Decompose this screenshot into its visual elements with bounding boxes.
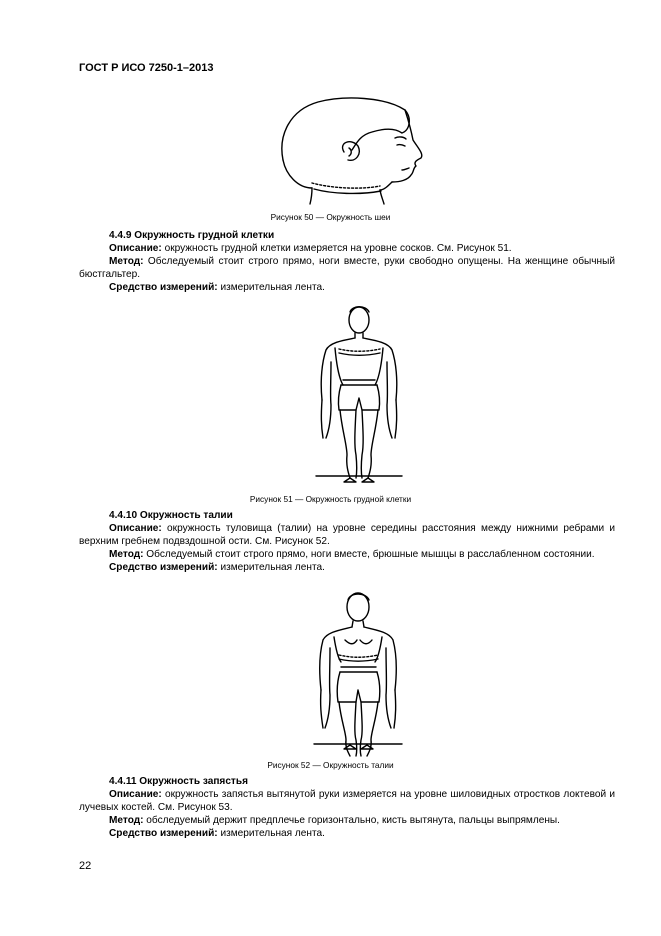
tool-text: измерительная лента. bbox=[217, 281, 325, 293]
method-label: Метод: bbox=[109, 255, 144, 267]
section-title: 4.4.11 Окружность запястья bbox=[109, 776, 248, 787]
method-text: обследуемый держит предплечье горизонтально, кисть вытянута, пальцы выпрямлены. bbox=[143, 814, 560, 826]
description-label: Описание: bbox=[109, 522, 162, 534]
figure-52-caption: Рисунок 52 — Окружность талии bbox=[267, 760, 394, 770]
tool-label: Средство измерений: bbox=[109, 561, 218, 573]
description-label: Описание: bbox=[109, 242, 162, 254]
section-title: 4.4.9 Окружность грудной клетки bbox=[109, 230, 275, 241]
figure-50-caption: Рисунок 50 — Окружность шеи bbox=[270, 212, 391, 222]
method-text: Обследуемый стоит строго прямо, ноги вместе, руки свободно опущены. На женщине обычный бюстгальтер. bbox=[79, 255, 615, 280]
description-text: окружность запястья вытянутой руки измеряется на уровне шиловидных отростков локтевой и лучевых костей. См. Рисунок 53. bbox=[79, 788, 615, 813]
figure-51-caption: Рисунок 51 — Окружность грудной клетки bbox=[249, 494, 412, 504]
tool-text: измерительная лента. bbox=[217, 827, 325, 839]
method-label: Метод: bbox=[109, 814, 144, 826]
section-title: 4.4.10 Окружность талии bbox=[109, 510, 233, 521]
tool-label: Средство измерений: bbox=[109, 281, 218, 293]
page-number: 22 bbox=[79, 860, 92, 872]
method-label: Метод: bbox=[109, 548, 144, 560]
document-header: ГОСТ Р ИСО 7250-1–2013 bbox=[79, 62, 214, 74]
description-text: окружность грудной клетки измеряется на уровне сосков. См. Рисунок 51. bbox=[161, 242, 512, 254]
section-4-4-11 bbox=[79, 776, 615, 841]
method-text: Обследуемый стоит строго прямо, ноги вместе, брюшные мышцы в расслабленном состоянии. bbox=[143, 548, 595, 560]
description-text: окружность туловища (талии) на уровне середины расстояния между нижними ребрами и верхним гребнем подвздошной ости. См. Рисунок 52. bbox=[79, 522, 615, 547]
tool-text: измерительная лента. bbox=[217, 561, 325, 573]
description-label: Описание: bbox=[109, 788, 162, 800]
tool-label: Средство измерений: bbox=[109, 827, 218, 839]
